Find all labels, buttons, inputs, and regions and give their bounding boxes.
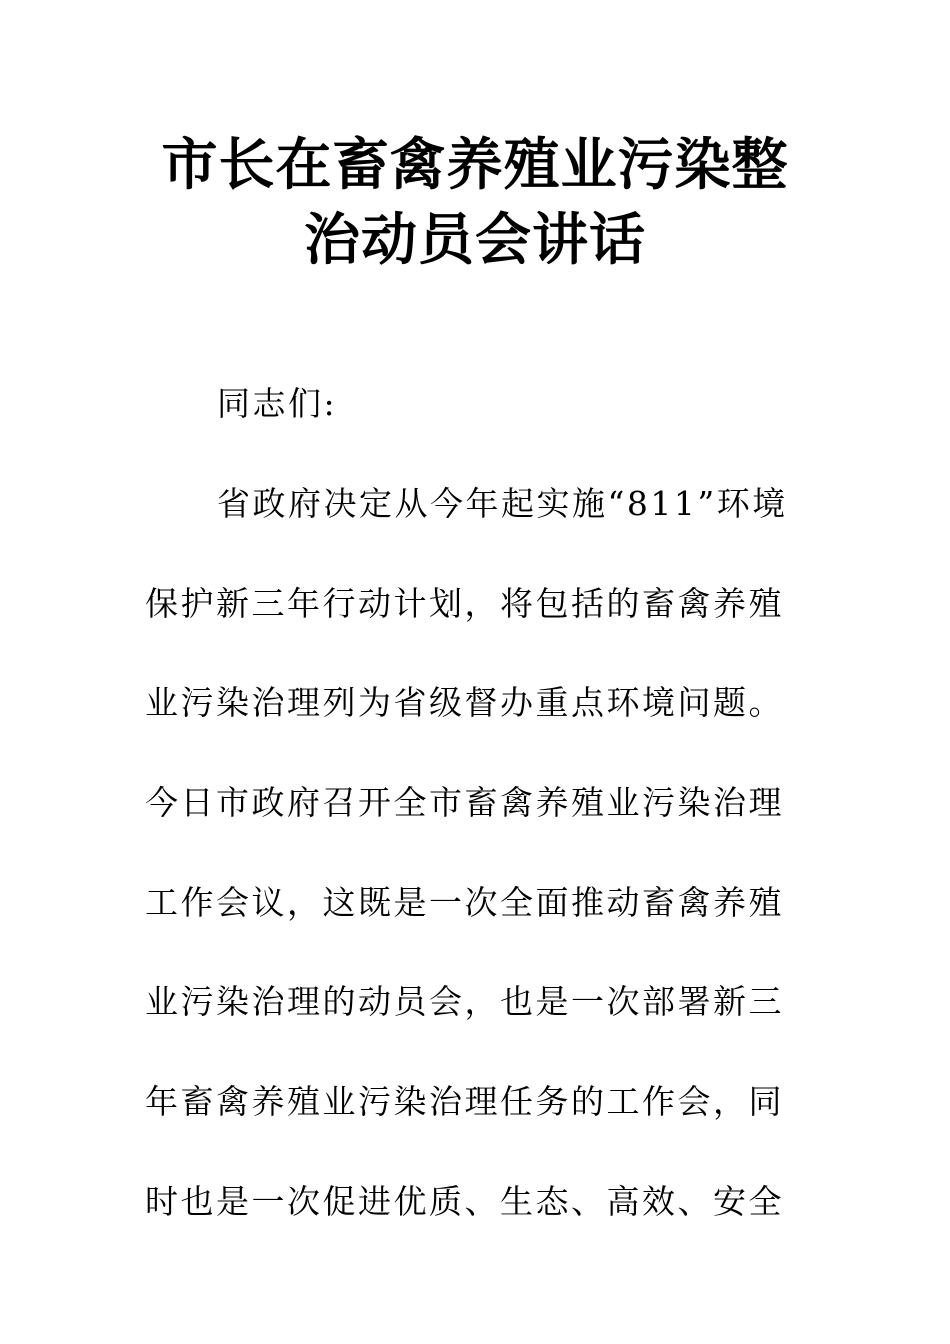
title-line-1: 市长在畜禽养殖业污染整 (161, 133, 789, 198)
body-line-4: 今日市政府召开全市畜禽养殖业污染治理 (145, 783, 784, 822)
body-line-7: 年畜禽养殖业污染治理任务的工作会，同 (145, 1082, 784, 1121)
body-line-1: 省政府决定从今年起实施“811”环境 (217, 484, 788, 523)
body-line-3: 业污染治理列为省级督办重点环境问题。 (145, 683, 784, 722)
body-line-8: 时也是一次促进优质、生态、高效、安全 (145, 1182, 784, 1221)
body-line-5: 工作会议，这既是一次全面推动畜禽养殖 (145, 883, 784, 922)
body-line-6: 业污染治理的动员会，也是一次部署新三 (145, 982, 784, 1021)
document-title (140, 128, 810, 278)
salutation: 同志们: (217, 384, 338, 423)
title-line-2: 治动员会讲话 (304, 208, 646, 273)
body-line-2: 保护新三年行动计划，将包括的畜禽养殖 (145, 584, 784, 623)
